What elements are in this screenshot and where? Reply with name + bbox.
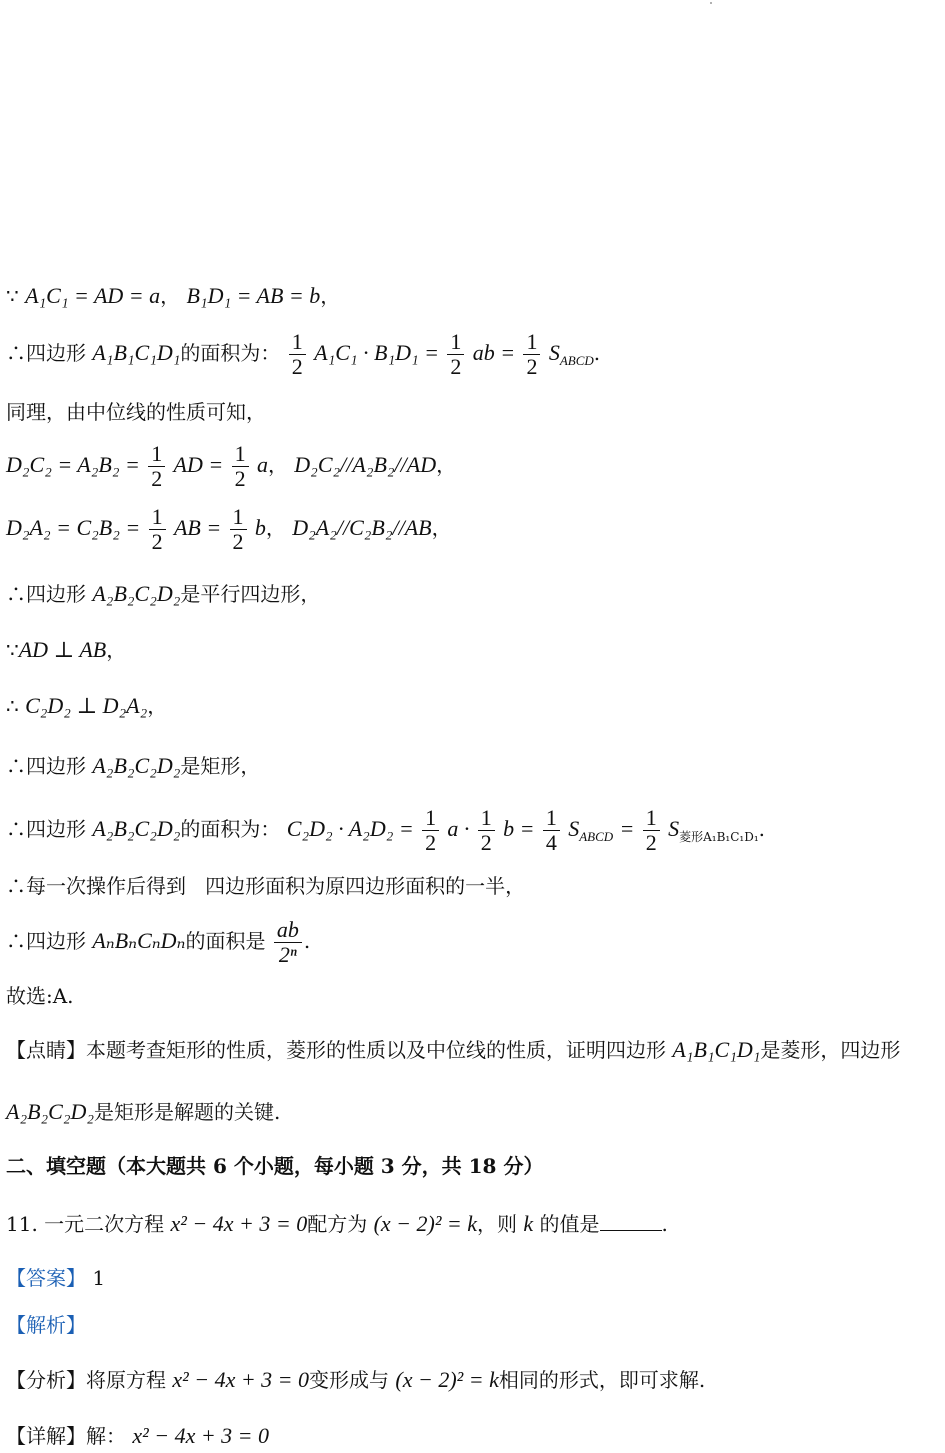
expression: a · bbox=[447, 816, 470, 841]
line-7 bbox=[6, 636, 939, 664]
text: 四边形 bbox=[26, 929, 86, 953]
fraction: $\frac{1}{2}$ bbox=[149, 505, 166, 554]
expression: D₂C₂ = A₂B₂ = bbox=[6, 452, 140, 477]
therefore-symbol: ∴ bbox=[6, 341, 26, 365]
expression: ab = bbox=[472, 340, 516, 365]
text: 四边形 bbox=[26, 754, 86, 778]
text: 是菱形，四边形 bbox=[760, 1038, 901, 1062]
therefore-symbol: ∴ bbox=[6, 817, 26, 841]
line-6 bbox=[6, 580, 939, 608]
punctuation: . bbox=[661, 1212, 668, 1236]
text: 本题考查矩形的性质，菱形的性质以及中位线的性质，证明四边形 bbox=[86, 1038, 666, 1062]
text: 的面积为： bbox=[180, 817, 281, 841]
fraction: $\frac{1}{2}$ bbox=[230, 505, 247, 554]
expression: D₂A₂ = C₂B₂ = bbox=[6, 515, 141, 540]
punctuation: ， bbox=[436, 453, 457, 477]
therefore-symbol: ∴ bbox=[6, 929, 26, 953]
line-10 bbox=[6, 806, 939, 855]
subscript: 菱形A₁B₁C₁D₁ bbox=[679, 830, 759, 844]
line-9 bbox=[6, 752, 939, 780]
expression: D₂C₂//A₂B₂//AD bbox=[294, 452, 437, 477]
line-5 bbox=[6, 505, 939, 554]
line-13 bbox=[6, 982, 939, 1010]
separator: ， bbox=[267, 453, 288, 477]
punctuation: . bbox=[758, 817, 765, 841]
line-4 bbox=[6, 442, 939, 491]
fraction: $\frac{1}{2}$ bbox=[422, 806, 439, 855]
expression: A₁C₁ · B₁D₁ = bbox=[314, 340, 440, 365]
quad-name: A₁B₁C₁D₁ bbox=[672, 1037, 761, 1062]
line-12 bbox=[6, 918, 939, 967]
because-symbol: ∵ bbox=[6, 638, 19, 662]
text: 的面积是 bbox=[185, 929, 266, 953]
text: 配方为 bbox=[307, 1212, 368, 1236]
separator: ， bbox=[265, 516, 286, 540]
separator: ， bbox=[160, 284, 181, 308]
punctuation: ， bbox=[431, 516, 452, 540]
text: 是矩形， bbox=[180, 754, 261, 778]
quad-name: A₁B₁C₁D₁ bbox=[92, 340, 181, 365]
quad-name: A₂B₂C₂D₂ bbox=[92, 753, 181, 778]
expression: = bbox=[619, 816, 635, 841]
line-1 bbox=[6, 282, 939, 310]
line-2 bbox=[6, 330, 939, 379]
expression: D₂A₂//C₂B₂//AB bbox=[292, 515, 432, 540]
question-number: 11. bbox=[6, 1212, 38, 1236]
quad-name: A₂B₂C₂D₂ bbox=[92, 816, 181, 841]
text: 二、填空题（本大题共 6 个小题，每小题 3 分，共 18 分） bbox=[6, 1154, 544, 1178]
punctuation: . bbox=[593, 341, 601, 365]
text: 四边形 bbox=[26, 582, 86, 606]
expression: AB = bbox=[173, 515, 222, 540]
fraction: $\frac{ab}{\text{2ⁿ}}$ bbox=[274, 918, 302, 967]
equation: x² − 4x + 3 = 0 bbox=[172, 1367, 310, 1392]
fraction: $\frac{1}{2}$ bbox=[478, 806, 495, 855]
variable: k bbox=[523, 1211, 534, 1236]
answer-value: 1 bbox=[92, 1266, 106, 1290]
equation: x² − 4x + 3 = 0 bbox=[132, 1423, 270, 1448]
line-15 bbox=[6, 1098, 939, 1126]
text: 同理，由中位线的性质可知， bbox=[6, 400, 266, 424]
therefore-symbol: ∴ bbox=[6, 694, 19, 718]
fraction: $\frac{1}{2}$ bbox=[523, 330, 540, 379]
quad-name: A₂B₂C₂D₂ bbox=[6, 1099, 95, 1124]
equation: x² − 4x + 3 = 0 bbox=[170, 1211, 308, 1236]
fraction: $\frac{1}{2}$ bbox=[643, 806, 660, 855]
expression: b bbox=[254, 515, 266, 540]
expression: a bbox=[256, 452, 268, 477]
therefore-symbol: ∴ bbox=[6, 874, 26, 898]
quad-name: AₙBₙCₙDₙ bbox=[92, 928, 186, 953]
line-3 bbox=[6, 398, 939, 426]
area-symbol: S bbox=[548, 340, 560, 365]
expression: AD ⊥ AB bbox=[18, 637, 107, 662]
expression: AD = bbox=[173, 452, 224, 477]
equation: (x − 2)² = k bbox=[373, 1211, 478, 1236]
subscript: ABCD bbox=[579, 829, 614, 844]
fraction: $\frac{1}{2}$ bbox=[148, 442, 165, 491]
text: ，则 bbox=[477, 1212, 518, 1236]
line-8 bbox=[6, 692, 939, 720]
fraction: $\frac{1}{2}$ bbox=[447, 330, 464, 379]
line-14 bbox=[6, 1036, 939, 1064]
fraction: $\frac{1}{2}$ bbox=[232, 442, 249, 491]
text: 是矩形是解题的关键. bbox=[94, 1100, 281, 1124]
question-11 bbox=[6, 1210, 939, 1238]
text: 相同的形式，即可求解. bbox=[498, 1368, 706, 1392]
tag-label: 【点睛】 bbox=[6, 1038, 86, 1062]
speck-mark bbox=[710, 2, 712, 4]
tag-label: 【分析】 bbox=[6, 1368, 86, 1392]
subscript: ABCD bbox=[559, 353, 594, 368]
text: 的面积为： bbox=[180, 341, 281, 365]
equation: B₁D₁ = AB = b bbox=[186, 283, 321, 308]
text: 四边形 bbox=[26, 817, 86, 841]
punctuation: ， bbox=[320, 284, 341, 308]
text: 解： bbox=[86, 1424, 126, 1448]
fraction: $\frac{1}{4}$ bbox=[543, 806, 560, 855]
expression: b = bbox=[503, 816, 535, 841]
therefore-symbol: ∴ bbox=[6, 754, 26, 778]
punctuation: ， bbox=[147, 694, 168, 718]
answer-tag: 【答案】 bbox=[6, 1266, 86, 1290]
text: 变形成与 bbox=[309, 1368, 390, 1392]
line-11 bbox=[6, 872, 939, 900]
expression: C₂D₂ · A₂D₂ = bbox=[286, 816, 414, 841]
text: 是平行四边形， bbox=[180, 582, 321, 606]
area-symbol: S bbox=[668, 816, 680, 841]
text: 的值是 bbox=[539, 1212, 600, 1236]
text: 一元二次方程 bbox=[44, 1212, 165, 1236]
fraction: $\frac{1}{2}$ bbox=[289, 330, 306, 379]
answer-blank bbox=[600, 1212, 662, 1231]
equation: (x − 2)² = k bbox=[395, 1367, 499, 1392]
analysis-line bbox=[6, 1366, 939, 1394]
answer-line bbox=[6, 1264, 939, 1292]
because-symbol: ∵ bbox=[6, 284, 19, 308]
section-heading bbox=[6, 1152, 939, 1180]
text: 四边形 bbox=[26, 341, 86, 365]
quad-name: A₂B₂C₂D₂ bbox=[92, 581, 181, 606]
punctuation: ， bbox=[106, 638, 127, 662]
punctuation: . bbox=[303, 929, 311, 953]
tag-label: 【详解】 bbox=[6, 1424, 86, 1448]
analysis-tag: 【解析】 bbox=[6, 1313, 86, 1337]
expression: C₂D₂ ⊥ D₂A₂ bbox=[25, 693, 148, 718]
therefore-symbol: ∴ bbox=[6, 582, 26, 606]
equation: A₁C₁ = AD = a bbox=[25, 283, 161, 308]
area-symbol: S bbox=[568, 816, 580, 841]
text: 将原方程 bbox=[86, 1368, 166, 1392]
text: 每一次操作后得到 bbox=[26, 874, 186, 898]
detail-line bbox=[6, 1422, 939, 1450]
text: 四边形面积为原四边形面积的一半， bbox=[205, 874, 526, 898]
text: 故选:A. bbox=[6, 984, 74, 1008]
analysis-heading bbox=[6, 1311, 939, 1339]
